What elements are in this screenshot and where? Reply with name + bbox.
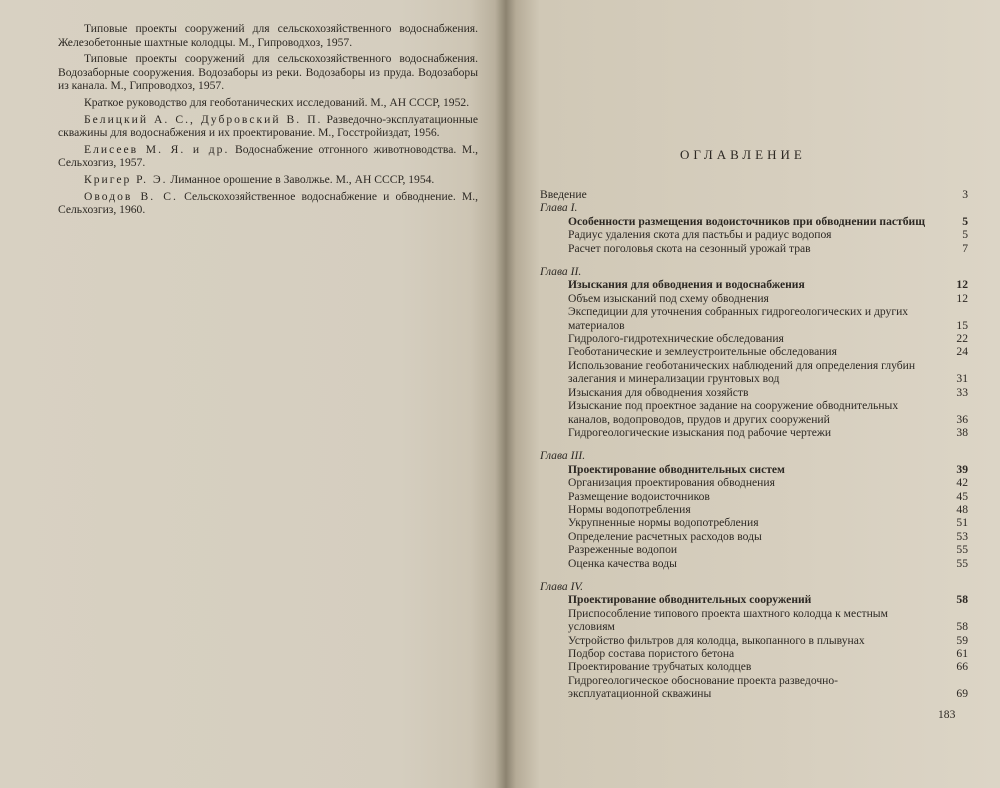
toc-item: Экспедиции для уточнения собранных гидрогеологических и других материалов 15 — [568, 305, 968, 332]
chapter-title: Проектирование обводнительных сооружений 58 — [568, 593, 968, 607]
toc-item: Использование геоботанических наблюдений для определения глубин залегания и минерализации грунтовых вод 31 — [568, 358, 968, 386]
toc-item: Гидрогеологическое обоснование проекта разведочно-эксплуатационной скважины 69 — [568, 673, 968, 701]
chapter-label: Глава III. — [540, 449, 586, 463]
bib-entry: Оводов В. С. Сельскохозяйственное водоснабжение и обводнение. М., Сельхозгиз, 1960. — [58, 189, 478, 217]
bib-entry: Кригер Р. Э. Лиманное орошение в Заволжье. М., АН СССР, 1954. — [84, 172, 435, 186]
toc-item: Разреженные водопои 55 — [568, 543, 968, 557]
toc-item: Гидрогеологические изыскания под рабочие чертежи 38 — [568, 425, 968, 439]
table-of-contents — [540, 188, 968, 701]
bib-entry: Типовые проекты сооружений для сельскохозяйственного водоснабжения. Водозаборные сооружения. Водозаборы из реки. Водозаборы из пруда. Водозаборы из канала. М., Гипроводхоз, 1957. — [58, 52, 478, 93]
toc-item: Размещение водоисточников 45 — [568, 489, 968, 503]
bib-entry: Типовые проекты сооружений для сельскохозяйственного водоснабжения. Железобетонные шахтные колодцы. М., Гипроводхоз, 1957. — [58, 22, 478, 49]
chapter-title: Изыскания для обводнения и водоснабжения 12 — [568, 278, 968, 292]
toc-item: Изыскания для обводнения хозяйств 33 — [568, 385, 968, 399]
bib-entry: Елисеев М. Я. и др. Водоснабжение отгонного животноводства. М., Сельхозгиз, 1957. — [58, 142, 478, 170]
toc-item: Оценка качества воды 55 — [568, 556, 968, 570]
chapter-label: Глава IV. — [540, 579, 583, 593]
toc-item: Приспособление типового проекта шахтного колодца к местным условиям 58 — [568, 606, 968, 634]
bibliography — [58, 22, 478, 220]
toc-intro: Введение 3 — [540, 188, 968, 201]
page-number: 183 — [938, 708, 956, 721]
toc-item: Подбор состава пористого бетона 61 — [568, 647, 968, 660]
toc-item: Организация проектирования обводнения 42 — [568, 476, 968, 490]
toc-item: Нормы водопотребления 48 — [568, 502, 968, 516]
toc-title: ОГЛАВЛЕНИЕ — [680, 147, 806, 162]
toc-item: Гидролого-гидротехнические обследования 22 — [568, 332, 968, 346]
chapter-title: Особенности размещения водоисточников при обводнении пастбищ 5 — [568, 214, 968, 228]
toc-item: Расчет поголовья скота на сезонный урожай трав 7 — [568, 241, 968, 255]
toc-item: Объем изысканий под схему обводнения 12 — [568, 291, 968, 305]
bib-entry: Белицкий А. С., Дубровский В. П. Разведочно-эксплуатационные скважины для водоснабжения и их проектирование. М., Госстройиздат, 1956. — [58, 112, 478, 140]
left-page — [0, 0, 492, 788]
toc-item: Геоботанические и землеустроительные обследования 24 — [568, 345, 968, 359]
bib-entry: Краткое руководство для геоботанических исследований. М., АН СССР, 1952. — [84, 95, 470, 109]
toc-item: Радиус удаления скота для пастьбы и радиус водопоя 5 — [568, 228, 968, 242]
right-page — [510, 0, 1000, 788]
toc-item: Определение расчетных расходов воды 53 — [568, 529, 968, 543]
toc-item: Проектирование трубчатых колодцев 66 — [568, 660, 968, 674]
toc-item: Укрупненные нормы водопотребления 51 — [568, 516, 968, 530]
toc-item: Устройство фильтров для колодца, выкопанного в плывунах 59 — [568, 633, 968, 647]
chapter-label: Глава II. — [540, 265, 582, 279]
toc-item: Изыскание под проектное задание на сооружение обводнительных каналов, водопроводов, прудов и других сооружений 36 — [568, 399, 968, 426]
chapter-title: Проектирование обводнительных систем 39 — [568, 462, 968, 476]
chapter-label: Глава I. — [540, 201, 578, 215]
